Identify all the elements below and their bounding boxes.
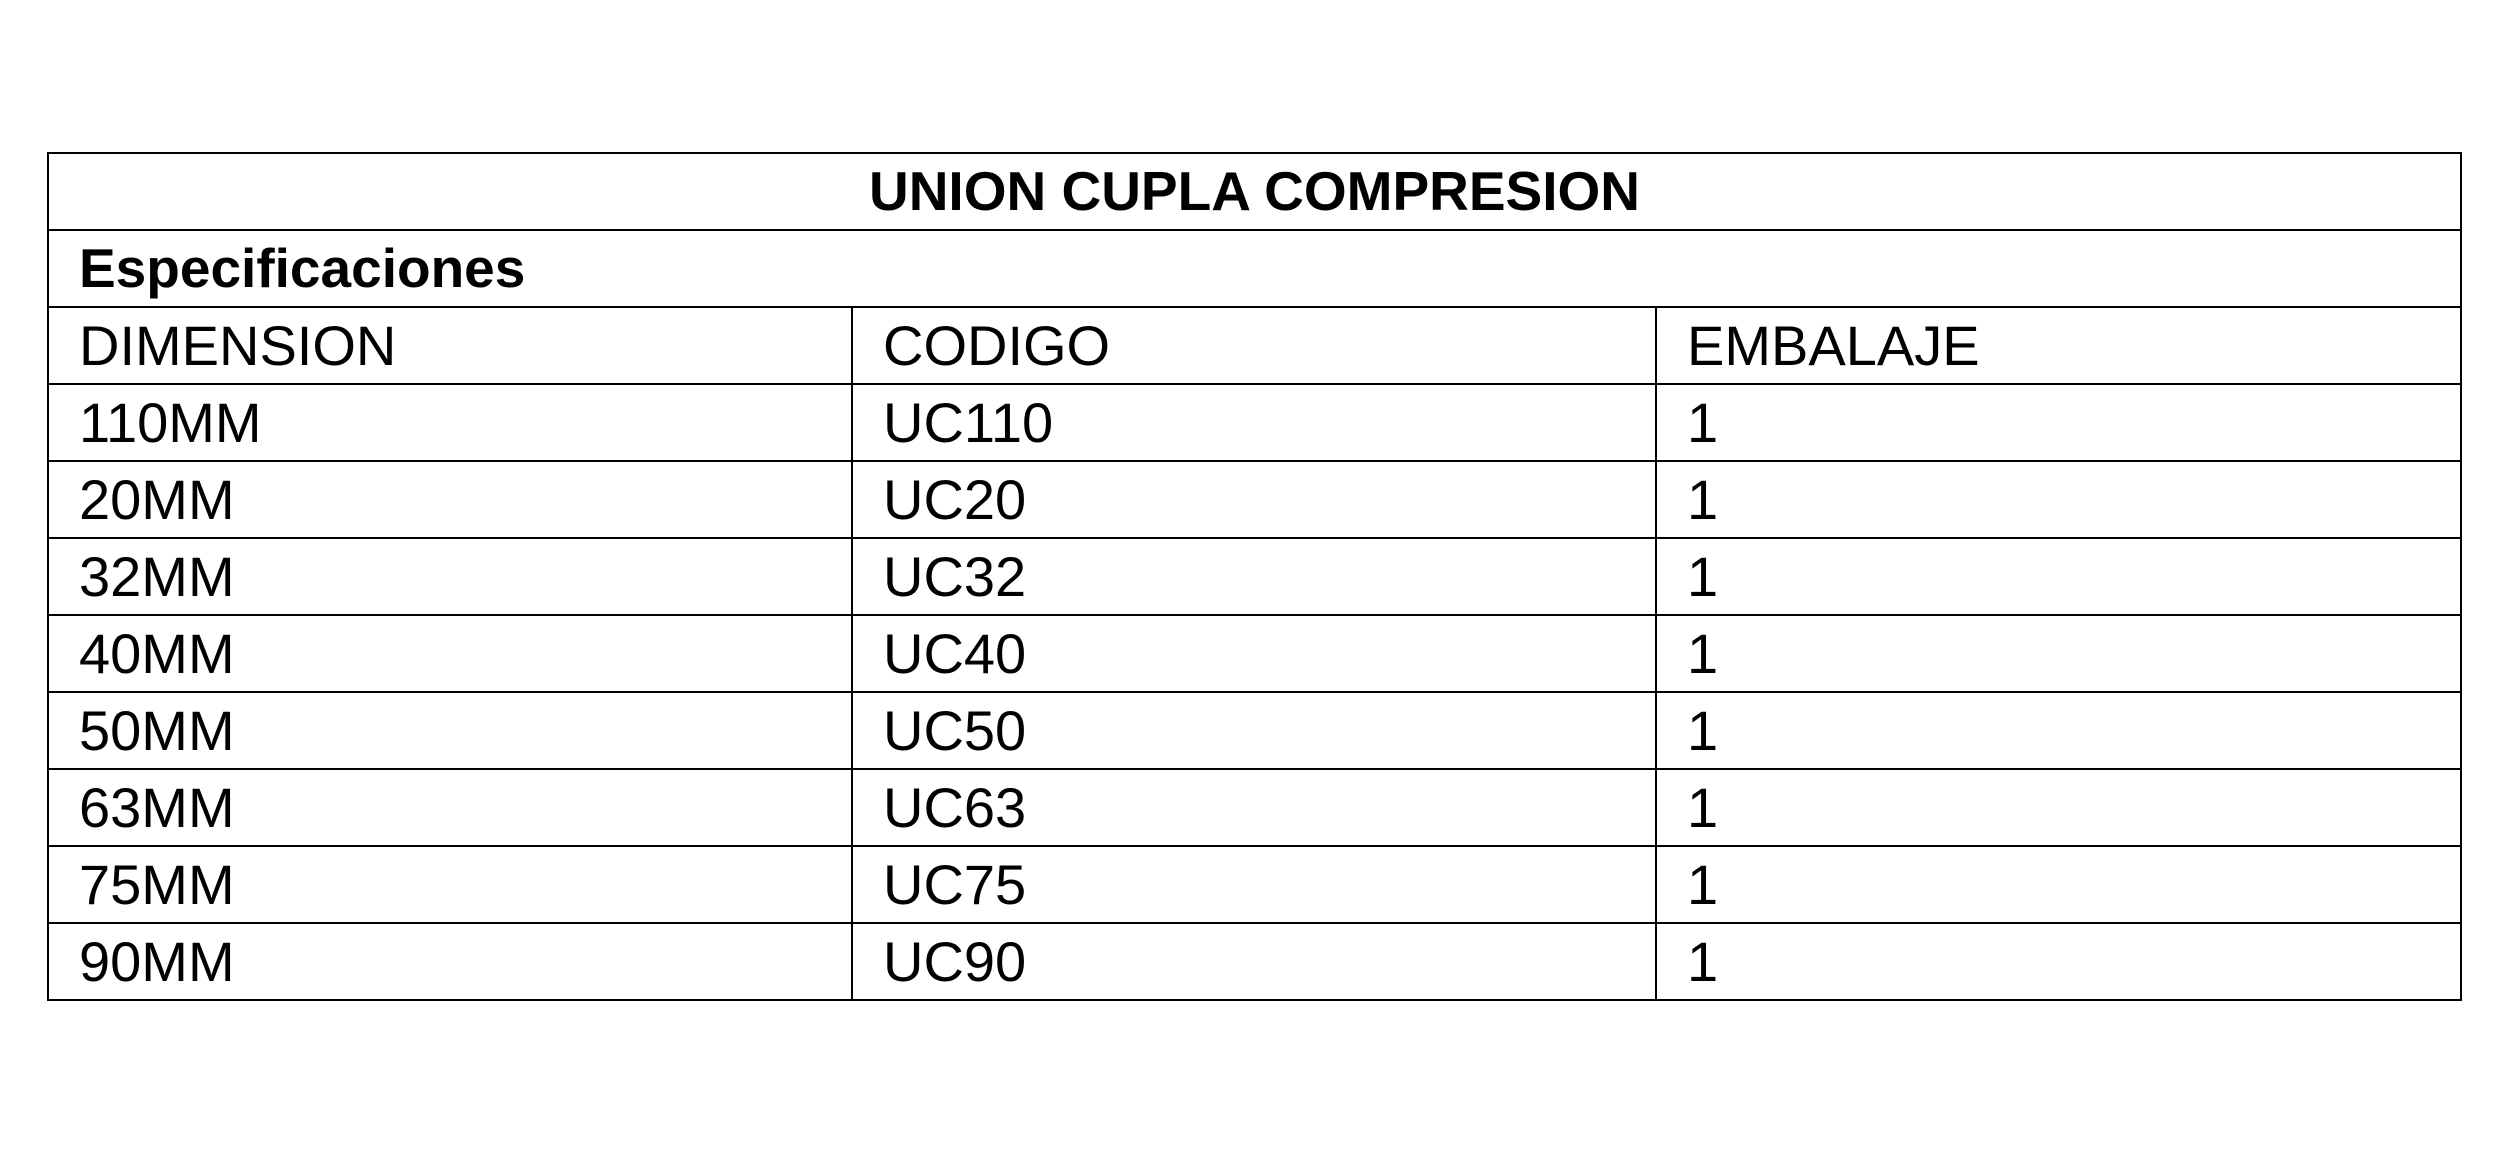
header-row <box>48 307 2461 384</box>
column-header-dimension: DIMENSION <box>48 307 852 384</box>
cell-codigo: UC75 <box>852 846 1656 923</box>
cell-embalaje: 1 <box>1656 846 2461 923</box>
table-row <box>48 538 2461 615</box>
cell-embalaje: 1 <box>1656 538 2461 615</box>
table-row <box>48 923 2461 1000</box>
cell-codigo: UC40 <box>852 615 1656 692</box>
cell-dimension: 50MM <box>48 692 852 769</box>
cell-dimension: 32MM <box>48 538 852 615</box>
specifications-table <box>47 152 2462 1001</box>
cell-embalaje: 1 <box>1656 692 2461 769</box>
table-row <box>48 769 2461 846</box>
table-row <box>48 384 2461 461</box>
section-row <box>48 230 2461 307</box>
section-heading: Especificaciones <box>48 230 2461 307</box>
cell-dimension: 110MM <box>48 384 852 461</box>
cell-embalaje: 1 <box>1656 461 2461 538</box>
cell-dimension: 20MM <box>48 461 852 538</box>
cell-embalaje: 1 <box>1656 923 2461 1000</box>
cell-dimension: 40MM <box>48 615 852 692</box>
table-row <box>48 615 2461 692</box>
cell-codigo: UC20 <box>852 461 1656 538</box>
table-row <box>48 461 2461 538</box>
cell-embalaje: 1 <box>1656 384 2461 461</box>
cell-dimension: 75MM <box>48 846 852 923</box>
cell-embalaje: 1 <box>1656 769 2461 846</box>
cell-codigo: UC90 <box>852 923 1656 1000</box>
column-header-codigo: CODIGO <box>852 307 1656 384</box>
cell-dimension: 63MM <box>48 769 852 846</box>
cell-codigo: UC110 <box>852 384 1656 461</box>
cell-codigo: UC63 <box>852 769 1656 846</box>
column-header-embalaje: EMBALAJE <box>1656 307 2461 384</box>
table-title: UNION CUPLA COMPRESION <box>48 153 2461 230</box>
cell-codigo: UC32 <box>852 538 1656 615</box>
table-row <box>48 692 2461 769</box>
cell-dimension: 90MM <box>48 923 852 1000</box>
title-row <box>48 153 2461 230</box>
table-row <box>48 846 2461 923</box>
cell-codigo: UC50 <box>852 692 1656 769</box>
cell-embalaje: 1 <box>1656 615 2461 692</box>
